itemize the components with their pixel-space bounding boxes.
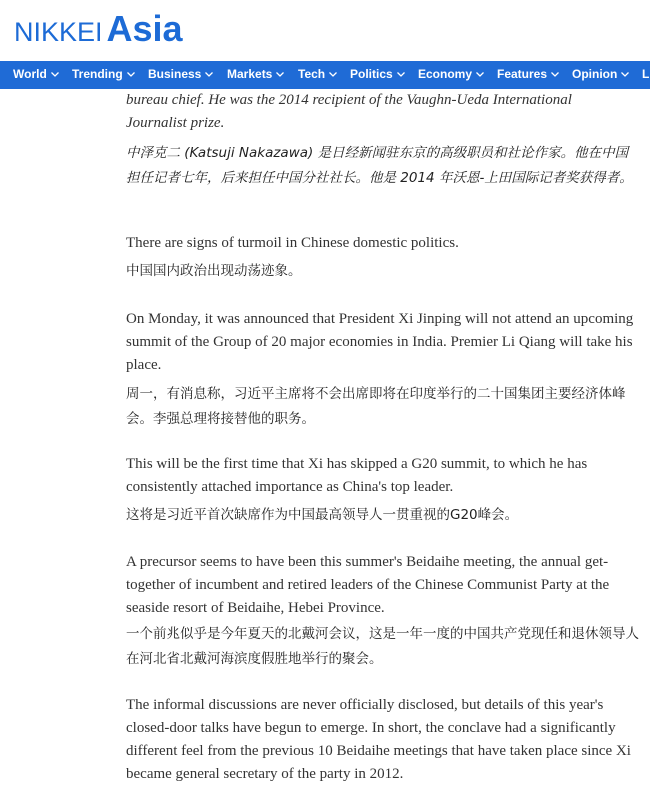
paragraph-english: A precursor seems to have been this summer's Beidaihe meeting, the annual get-together of incumbent and retired leaders of the Chinese Communist Party at the seaside resort of Beidaihe, Hebei Province.: [126, 554, 610, 616]
author-bio-line: bureau chief. He was the 2014 recipient of the Vaughn-Ueda International: [126, 92, 572, 108]
paragraph-chinese: 周一，有消息称，习近平主席将不会出席即将在印度举行的二十国集团主要经济体峰会。李强总理将接替他的职务。: [126, 386, 626, 427]
nav-item-opinion[interactable]: [572, 61, 629, 89]
nav-item-business[interactable]: [148, 61, 213, 89]
chevron-down-icon: [397, 72, 405, 77]
paragraph-english: The informal discussions are never officially disclosed, but details of this year's closed-door talks have begun to emerge. In short, the conclave had a significantly different feel from the previous 10 Beidaihe meetings that have taken place since Xi became general secretary of the party in 2012.: [126, 697, 631, 782]
nav-item-label: Markets: [227, 67, 273, 81]
chevron-down-icon: [205, 72, 213, 77]
chevron-down-icon: [476, 72, 484, 77]
nav-item-label: Opinion: [572, 67, 618, 81]
nav-item-label: Tech: [298, 67, 326, 81]
logo-nikkei-text: NIKKEI: [14, 17, 103, 47]
nav-item-economy[interactable]: [418, 61, 484, 89]
nav-item-label: Features: [497, 67, 548, 81]
nav-item-politics[interactable]: [350, 61, 405, 89]
nav-item-trending[interactable]: [72, 61, 135, 89]
paragraph-english: This will be the first time that Xi has skipped a G20 summit, to which he has consistently attached importance as China's top leader.: [126, 456, 588, 495]
nav-item-label: Business: [148, 67, 202, 81]
logo-asia-text: Asia: [106, 8, 183, 49]
author-bio-chinese: 中泽克二 (Katsuji Nakazawa) 是日经新闻驻东京的高级职员和社论作家。他在中国担任记者七年，后来担任中国分社社长。他是 2014 年沃恩-上田国际记者奖获得者。: [126, 145, 633, 186]
paragraph-chinese: 中国国内政治出现动荡迹象。: [126, 263, 302, 279]
nav-item-markets[interactable]: [227, 61, 284, 89]
author-bio-line: Journalist prize.: [126, 115, 225, 131]
nav-item-label: L: [642, 67, 650, 81]
nav-item-features[interactable]: [497, 61, 559, 89]
chevron-down-icon: [621, 72, 629, 77]
chevron-down-icon: [276, 72, 284, 77]
nav-item-label: Politics: [350, 67, 393, 81]
paragraph-chinese: 一个前兆似乎是今年夏天的北戴河会议，这是一年一度的中国共产党现任和退休领导人在河北省北戴河海滨度假胜地举行的聚会。: [126, 626, 639, 667]
nav-item-life[interactable]: [642, 61, 649, 89]
paragraph-english: On Monday, it was announced that President Xi Jinping will not attend an upcoming summit of the Group of 20 major economies in India. Premier Li Qiang will take his place.: [126, 311, 634, 373]
nav-item-label: Trending: [72, 67, 123, 81]
nikkei-asia-logo[interactable]: [14, 8, 183, 52]
nav-item-label: World: [13, 67, 47, 81]
chevron-down-icon: [329, 72, 337, 77]
paragraph-english: There are signs of turmoil in Chinese domestic politics.: [126, 235, 459, 251]
nav-item-world[interactable]: [13, 61, 59, 89]
chevron-down-icon: [551, 72, 559, 77]
chevron-down-icon: [51, 72, 59, 77]
chevron-down-icon: [127, 72, 135, 77]
main-nav-bar: [0, 61, 650, 89]
nav-item-label: Economy: [418, 67, 473, 81]
author-bio-english: [126, 89, 650, 135]
site-header: [0, 0, 650, 61]
nav-item-tech[interactable]: [298, 61, 337, 89]
paragraph-chinese: 这将是习近平首次缺席作为中国最高领导人一贯重视的G20峰会。: [126, 507, 519, 523]
